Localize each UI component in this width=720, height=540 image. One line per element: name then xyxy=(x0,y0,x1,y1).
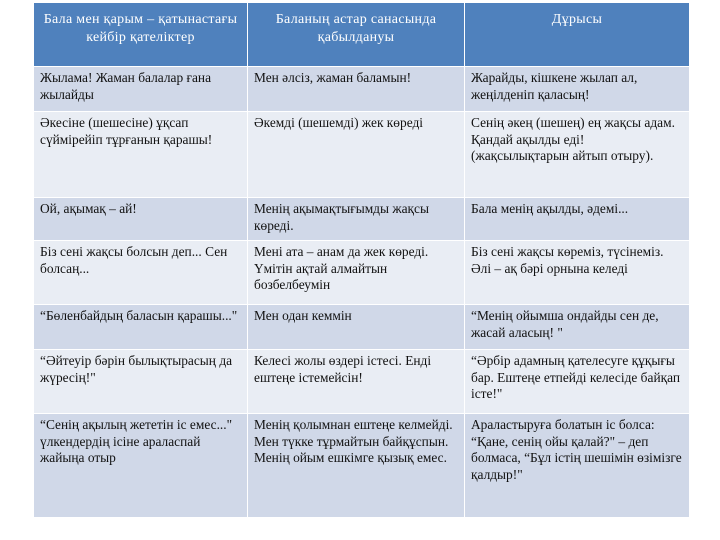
table-row xyxy=(34,241,690,305)
perception-cell: Әкемді (шешемді) жек көреді xyxy=(248,112,465,198)
perception-cell: Мен әлсіз, жаман баламын! xyxy=(248,67,465,112)
mistake-cell: Біз сені жақсы болсын деп... Сен болсаң... xyxy=(34,241,248,305)
mistake-cell: Ой, ақымақ – ай! xyxy=(34,198,248,241)
correct-cell: “Менің ойымша ондайды сен де, жасай аласың! " xyxy=(465,305,690,350)
correct-cell: “Әрбір адамның қателесуге құқығы бар. Ештеңе етпейді келесіде байқап істе!" xyxy=(465,350,690,414)
table-row xyxy=(34,305,690,350)
perception-cell: Мен одан кеммін xyxy=(248,305,465,350)
header-perception: Баланың астар санасында қабылдануы xyxy=(248,3,465,67)
advice-table xyxy=(33,2,690,518)
header-correct: Дұрысы xyxy=(465,3,690,67)
perception-cell: Менің ақымақтығымды жақсы көреді. xyxy=(248,198,465,241)
header-mistakes: Бала мен қарым – қатынастағы кейбір қателіктер xyxy=(34,3,248,67)
table-row xyxy=(34,112,690,198)
correct-cell: Сенің әкең (шешең) ең жақсы адам. Қандай ақылды еді! (жақсылықтарын айтып отыру). xyxy=(465,112,690,198)
mistake-cell: “Сенің ақылың жететін іс емес..." үлкендердің ісіне араласпай жайыңа отыр xyxy=(34,414,248,518)
table-row xyxy=(34,67,690,112)
correct-cell: Жарайды, кішкене жылап ал, жеңілденіп қаласың! xyxy=(465,67,690,112)
table-header-row xyxy=(34,3,690,67)
mistake-cell: “Бөленбайдың баласын қарашы..." xyxy=(34,305,248,350)
correct-cell: Бала менің ақылды, әдемі... xyxy=(465,198,690,241)
perception-cell: Мені ата – анам да жек көреді. Үмітін ақтай алмайтын бозбелбеумін xyxy=(248,241,465,305)
table-row xyxy=(34,198,690,241)
mistake-cell: Әкесіне (шешесіне) ұқсап сүймірейіп тұрғанын қарашы! xyxy=(34,112,248,198)
mistake-cell: “Әйтеуір бәрін былықтырасың да жүресің!" xyxy=(34,350,248,414)
perception-cell: Келесі жолы өздері істесі. Енді ештеңе істемейсін! xyxy=(248,350,465,414)
mistake-cell: Жылама! Жаман балалар ғана жылайды xyxy=(34,67,248,112)
table-row xyxy=(34,414,690,518)
table-row xyxy=(34,350,690,414)
correct-cell: Араластыруға болатын іс болса: “Қане, сенің ойы қалай?" – деп болмаса, “Бұл істің шешімін өзімізге қалдыр!" xyxy=(465,414,690,518)
perception-cell: Менің қолымнан ештеңе келмейді. Мен түкке тұрмайтын байқұспын. Менің ойым ешкімге қызық емес. xyxy=(248,414,465,518)
correct-cell: Біз сені жақсы көреміз, түсінеміз. Әлі – ақ бәрі орнына келеді xyxy=(465,241,690,305)
